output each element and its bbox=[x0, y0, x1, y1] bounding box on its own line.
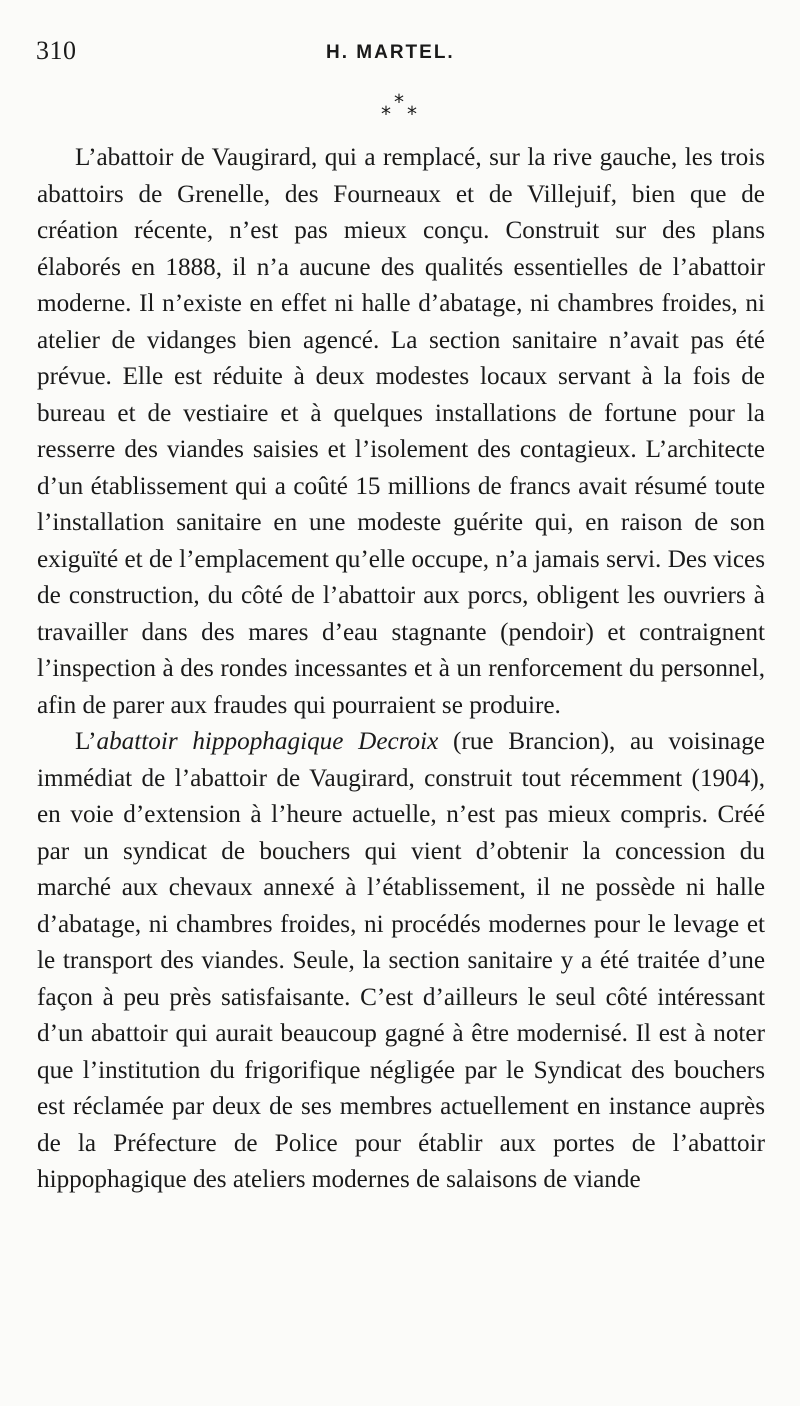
section-asterism bbox=[378, 92, 424, 126]
paragraph-text: L’abattoir de Vaugirard, qui a remplacé, sur la rive gauche, les trois abattoirs de Grenelle, des Fourneaux et de Villejuif, bien que de création récente, n’est pas mieux conçu. Construit sur des plans élaborés en 1888, il n’a aucune des qualités essentielles de l’abattoir moderne. Il n’existe en effet ni halle d’abatage, ni chambres froides, ni atelier de vidanges bien agencé. La section sanitaire n’avait pas été prévue. Elle est réduite à deux modestes locaux servant à la fois de bureau et de vestiaire et à quelques installations de fortune pour la resserre des viandes saisies et l’isolement des contagieux. L’architecte d’un établissement qui a coûté 15 millions de francs avait résumé toute l’installation sanitaire en une modeste guérite qui, en raison de son exiguïté et de l’emplacement qu’elle occupe, n’a jamais servi. Des vices de construction, du côté de l’abattoir aux porcs, obligent les ouvriers à travailler dans des mares d’eau stagnante (pendoir) et contraignent l’inspection à des rondes incessantes et à un renforcement du personnel, afin de parer aux fraudes qui pourraient se produire. bbox=[37, 144, 765, 719]
asterism-star-right: * bbox=[407, 102, 417, 126]
body-text bbox=[37, 140, 765, 1199]
running-head: H. MARTEL. bbox=[326, 42, 455, 63]
page-number: 310 bbox=[36, 36, 77, 65]
paragraph-lead: L’ bbox=[75, 728, 97, 755]
asterism-star-top: * bbox=[394, 90, 404, 114]
paragraph-decroix bbox=[37, 724, 765, 1199]
paragraph-vaugirard bbox=[37, 140, 765, 724]
page-header bbox=[36, 36, 766, 72]
asterism-star-left: * bbox=[381, 102, 391, 126]
paragraph-text: (rue Brancion), au voisinage immédiat de l’abattoir de Vaugirard, construit tout récemment (1904), en voie d’extension à l’heure actuelle, n’est pas mieux compris. Créé par un syndicat de bouchers qui vient d’obtenir la concession du marché aux chevaux annexé à l’établissement, il ne possède ni halle d’abatage, ni chambres froides, ni procédés modernes pour le levage et le transport des viandes. Seule, la section sanitaire y a été traitée d’une façon à peu près satisfaisante. C’est d’ailleurs le seul côté intéressant d’un abattoir qui aurait beaucoup gagné à être modernisé. Il est à noter que l’institution du frigorifique négligée par le Syndicat des bouchers est réclamée par deux de ses membres actuellement en instance auprès de la Préfecture de Police pour établir aux portes de l’abattoir hippophagique des ateliers modernes de salaisons de viande bbox=[37, 728, 765, 1193]
paragraph-italic-title: abattoir hippophagique Decroix bbox=[96, 728, 439, 755]
